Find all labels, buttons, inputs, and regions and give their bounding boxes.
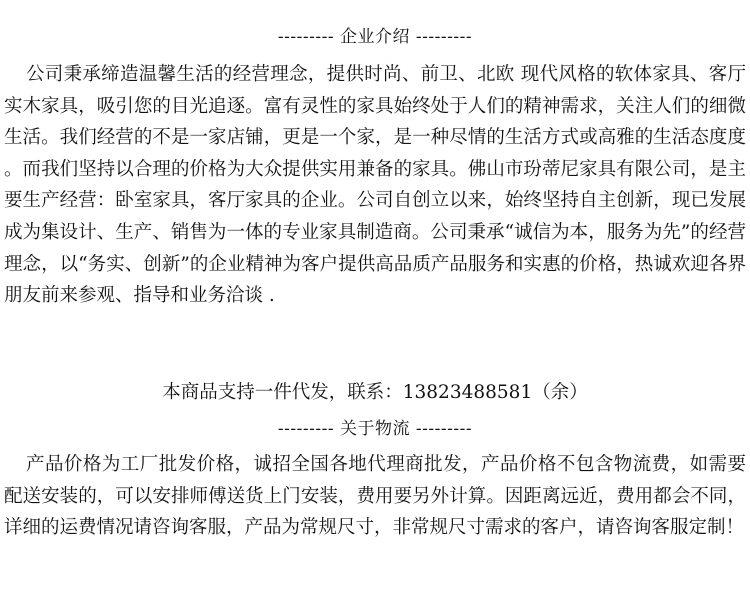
company-intro-heading: --------- 企业介绍 --------- — [277, 27, 473, 47]
company-intro-paragraph: 公司秉承缔造温馨生活的经营理念，提供时尚、前卫、北欧 现代风格的软体家具、客厅实木家具，吸引您的目光追逐。富有灵性的家具始终处于人们的精神需求，关注人们的细微生活。我们经营的不是一家店铺，更是一个家，是一种尽情的生活方式或高雅的生活态度度。而我们坚持以合理的价格为大众提供实用兼备的家具。佛山市玢蒂尼家具有限公司，是主要生产经营：卧室家具，客厅家具的企业。公司自创立以来，始终坚持自主创新，现已发展成为集设计、生产、销售为一体的专业家具制造商。公司秉承“诚信为本，服务为先”的经营理念，以“务实、创新”的企业精神为客户提供高品质产品服务和实惠的价格，热诚欢迎各界朋友前来参观、指导和业务洽谈 . — [4, 64, 746, 307]
logistics-heading: --------- 关于物流 --------- — [277, 419, 473, 439]
contact-line: 本商品支持一件代发，联系：13823488581（余） — [162, 382, 588, 403]
logistics-paragraph: 产品价格为工厂批发价格，诚招全国各地代理商批发，产品价格不包含物流费，如需要配送安装的，可以安排师傅送货上门安装，费用要另外计算。因距离远近，费用都会不同，详细的运费情况请咨询客服，产品为常规尺寸，非常规尺寸需求的客户，请咨询客服定制！ — [4, 454, 746, 539]
